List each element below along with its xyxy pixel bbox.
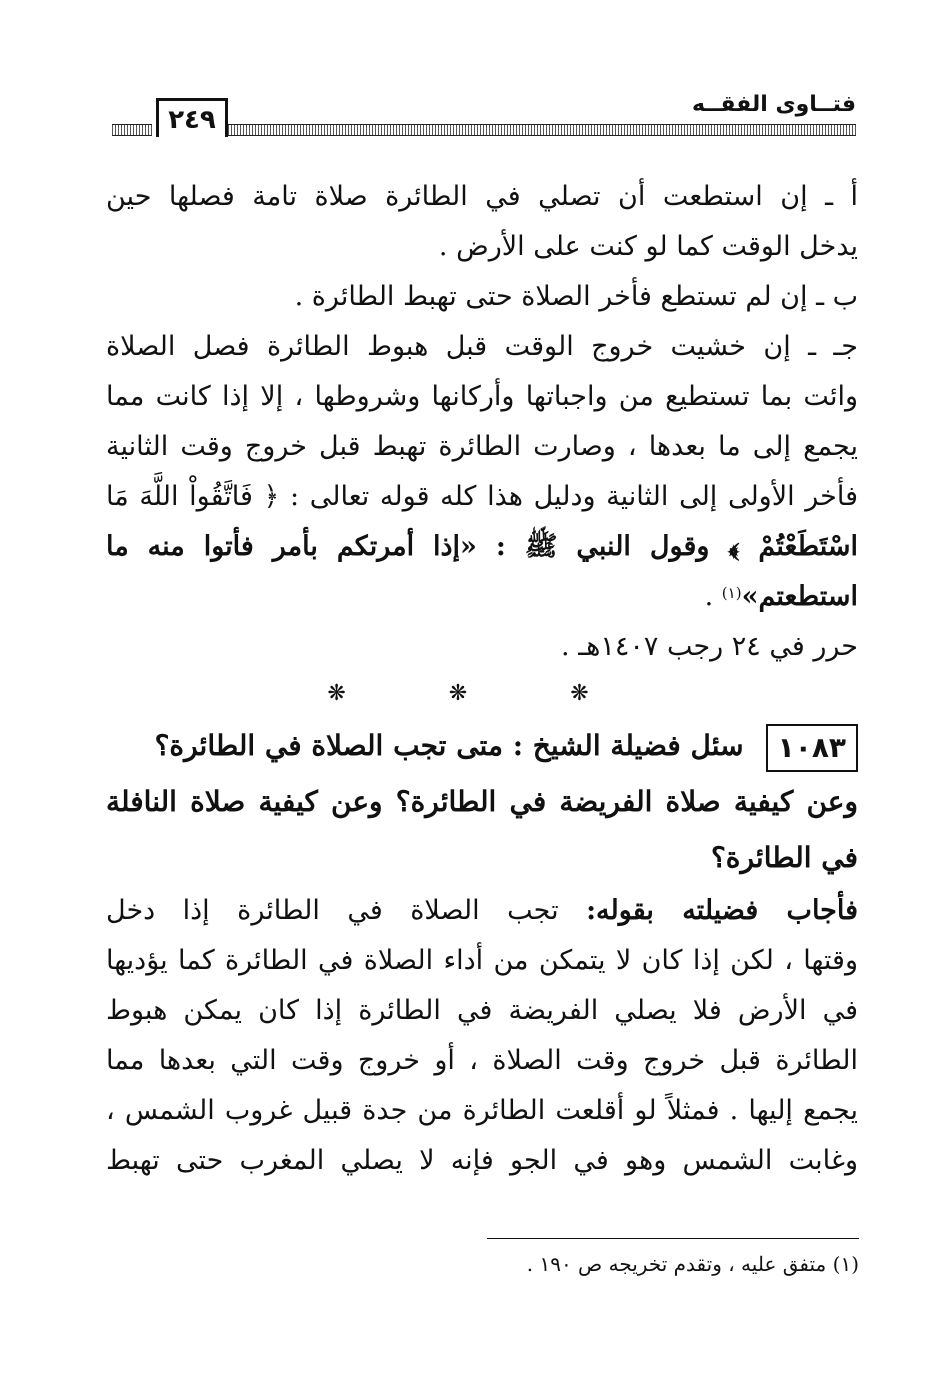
answer-line: يجمع إليها . فمثلاً لو أقلعت الطائرة من جدة قبيل غروب الشمس ، [106, 1095, 858, 1126]
separator-stars: ❋ ❋ ❋ [327, 681, 637, 706]
question-text: سئل فضيلة الشيخ : متى تجب الصلاة في الطائرة؟ [154, 729, 744, 762]
page-number: ٢٤٩ [156, 98, 228, 137]
date-line: حرر في ٢٤ رجب ١٤٠٧هـ . [561, 631, 858, 662]
footnote-rule [487, 1238, 859, 1239]
answer-line: وغابت الشمس وهو في الجو فإنه لا يصلي المغرب حتى تهبط [106, 1145, 858, 1176]
text-line: ب ـ إن لم تستطع فأخر الصلاة حتى تهبط الطائرة . [294, 281, 858, 312]
header-rule-left [112, 124, 152, 136]
period: . [704, 581, 722, 612]
question-heading [106, 718, 858, 774]
footnote-marker: (١) [721, 584, 742, 602]
text-line: يجمع إلى ما بعدها ، وصارت الطائرة تهبط قبل خروج وقت الثانية [106, 431, 858, 462]
footnote: (١) متفق عليه ، وتقدم تخريجه ص ١٩٠ . [526, 1252, 859, 1276]
answer-text: تجب الصلاة في الطائرة إذا دخل [106, 895, 587, 926]
text-line: وائت بما تستطيع من واجباتها وأركانها وشروطها ، إلا إذا كانت مما [106, 381, 858, 412]
running-title: فتــاوى الفقــه [691, 92, 856, 117]
text-line: جـ ـ إن خشيت خروج الوقت قبل هبوط الطائرة فصل الصلاة [106, 331, 858, 362]
answer-line: وقتها ، لكن إذا كان لا يتمكن من أداء الصلاة في الطائرة كما يؤديها [106, 945, 858, 976]
question-number: ١٠٨٣ [766, 724, 858, 772]
question-text: وعن كيفية صلاة الفريضة في الطائرة؟ وعن كيفية صلاة النافلة [106, 785, 858, 818]
text-line: اسْتَطَعْتُمْ ﴾ وقول النبي ﷺ : «إذا أمرتكم بأمر فأتوا منه ما [106, 531, 858, 562]
page-header [112, 92, 856, 138]
answer-line: في الأرض فلا يصلي الفريضة في الطائرة إذا كان يمكن هبوط [106, 995, 858, 1026]
text-line: أ ـ إن استطعت أن تصلي في الطائرة صلاة تامة فصلها حين [106, 181, 858, 212]
header-rule [228, 124, 856, 136]
answer-lead: فأجاب فضيلته بقوله: [586, 895, 859, 926]
text-line: فأخر الأولى إلى الثانية ودليل هذا كله قوله تعالى : ﴿ فَاتَّقُواْ اللَّهَ مَا [106, 481, 858, 512]
hadith-end: استطعتم» [741, 581, 858, 612]
question-text: في الطائرة؟ [710, 841, 858, 874]
page-body [106, 172, 858, 1186]
answer-line [106, 886, 858, 936]
answer-line: الطائرة قبل خروج وقت الصلاة ، أو خروج وقت التي بعدها مما [106, 1045, 858, 1076]
text-line [106, 572, 858, 622]
text-line: يدخل الوقت كما لو كنت على الأرض . [438, 231, 858, 262]
